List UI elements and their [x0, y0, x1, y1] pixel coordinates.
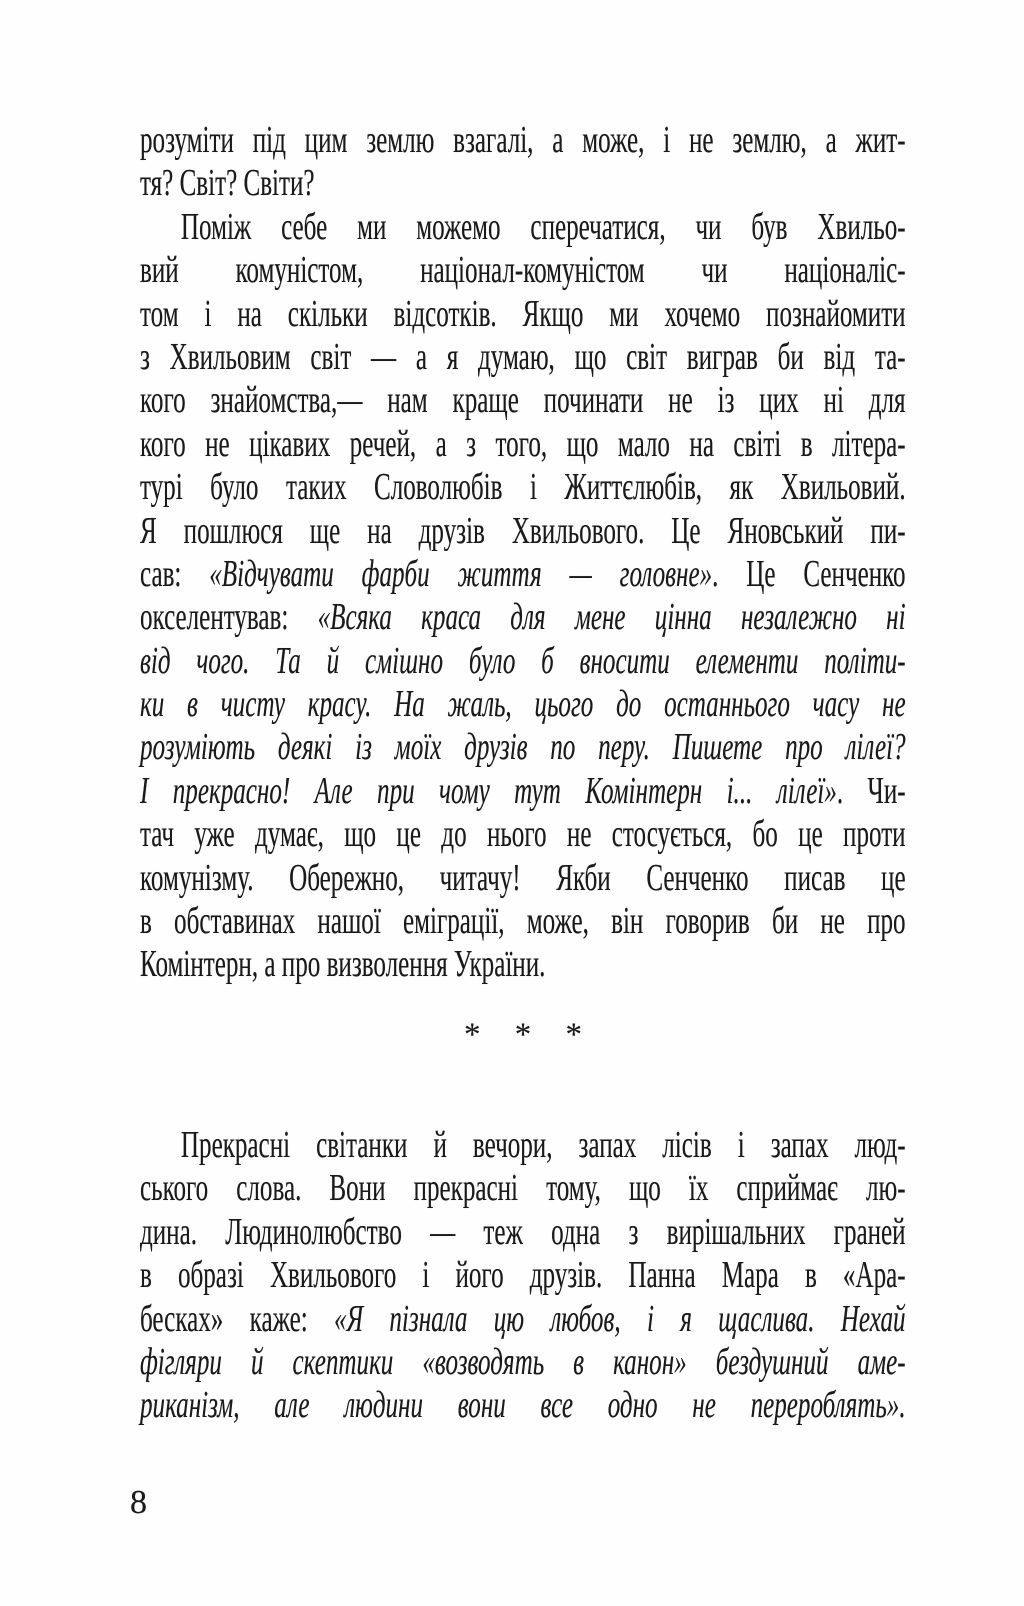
quoted-italic-text: «Всяка краса для мене цінна незалежно ні [317, 596, 906, 639]
quoted-italic-text: ки в чисту красу. На жаль, цього до останнього часу не [140, 683, 906, 726]
text-segment: том і на скільки відсотків. Якщо ми хочемо познайомити [140, 292, 906, 335]
text-segment: кого не цікавих речей, а з того, що мало на світі в літера- [140, 422, 906, 465]
quoted-italic-text: риканізм, але людини вони все одно не перероблять». [140, 1384, 906, 1427]
text-segment: з Хвильовим світ — а я думаю, що світ виграв би від та- [140, 335, 906, 378]
text-segment: розуміти під цим землю взагалі, а може, і не землю, а жит- [140, 119, 906, 161]
text-line [140, 293, 906, 336]
text-segment: в образі Хвильового і його друзів. Панна Мара в «Ара- [140, 1254, 906, 1297]
text-segment: Поміж себе ми можемо сперечатися, чи був Хвильо- [180, 205, 906, 248]
text-segment: комунізму. Обережно, читачу! Якби Сенченко писав це [140, 856, 906, 899]
text-line [140, 1384, 906, 1427]
text-segment: тя? Світ? Світи? [140, 162, 315, 205]
quoted-italic-text: І прекрасно! Але при чому тут Комінтерн і... лілеї» [140, 769, 837, 812]
text-line [140, 683, 906, 726]
text-segment: бесках» каже: [140, 1297, 335, 1340]
quoted-italic-text: «Я пізнала цю любов, і я щаслива. Нехай [334, 1297, 906, 1340]
quoted-italic-text: фігляри й скептики «возводять в канон» бездушний аме- [140, 1340, 906, 1383]
text-line [140, 770, 906, 813]
text-segment: турі було таких Словолюбів і Життєлюбів, як Хвильовий. [140, 466, 906, 509]
text-segment: кого знайомства,— нам краще починати не із цих ні для [140, 379, 906, 422]
text-line [140, 1298, 906, 1341]
text-segment: в обставинах нашої еміграції, може, він говорив би не про [140, 900, 906, 943]
text-line [140, 379, 906, 422]
text-line [140, 1124, 906, 1167]
text-block-upper [140, 119, 906, 987]
text-segment: окселентував: [140, 596, 318, 639]
text-segment: Прекрасні світанки й вечори, запах лісів і запах люд- [180, 1124, 906, 1166]
text-line [140, 726, 906, 769]
text-line [140, 336, 906, 379]
quoted-italic-text: «Відчувати фарби життя — головне» [209, 552, 713, 595]
text-line [140, 553, 906, 596]
text-block-lower [140, 1124, 906, 1428]
text-line [140, 943, 906, 986]
quoted-italic-text: розуміють деякі із моїх друзів по перу. Пишете про лілеї? [140, 726, 906, 769]
quoted-italic-text: від чого. Та й смішно було б вносити елементи політи- [140, 639, 906, 682]
text-segment: дина. Людинолюбство — теж одна з вирішальних граней [140, 1210, 906, 1253]
text-line [140, 1254, 906, 1297]
text-line [140, 1167, 906, 1210]
section-separator: * * * [464, 1017, 595, 1053]
text-line [140, 640, 906, 683]
text-line [140, 249, 906, 292]
text-segment: Комінтерн, а про визволення України. [140, 943, 546, 986]
text-segment: ського слова. Вони прекрасні тому, що їх сприймає лю- [140, 1167, 906, 1210]
text-line [140, 857, 906, 900]
text-segment: Я пошлюся ще на друзів Хвильового. Це Яновський пи- [140, 509, 906, 552]
text-line [140, 423, 906, 466]
page-number: 8 [130, 1484, 147, 1521]
text-segment: вий комуністом, націонал-комуністом чи націоналіс- [140, 249, 906, 292]
text-line [140, 1341, 906, 1384]
text-line [140, 1211, 906, 1254]
text-segment: тач уже думає, що це до нього не стосується, бо це проти [140, 813, 906, 856]
text-line [140, 510, 906, 553]
text-line [140, 119, 906, 162]
text-line [140, 162, 906, 205]
text-line [140, 466, 906, 509]
text-line [140, 206, 906, 249]
text-segment: . Це Сенченко [712, 552, 906, 595]
text-segment: сав: [140, 552, 210, 595]
text-line [140, 596, 906, 639]
text-line [140, 900, 906, 943]
text-line [140, 813, 906, 856]
text-segment: . Чи- [836, 769, 906, 812]
